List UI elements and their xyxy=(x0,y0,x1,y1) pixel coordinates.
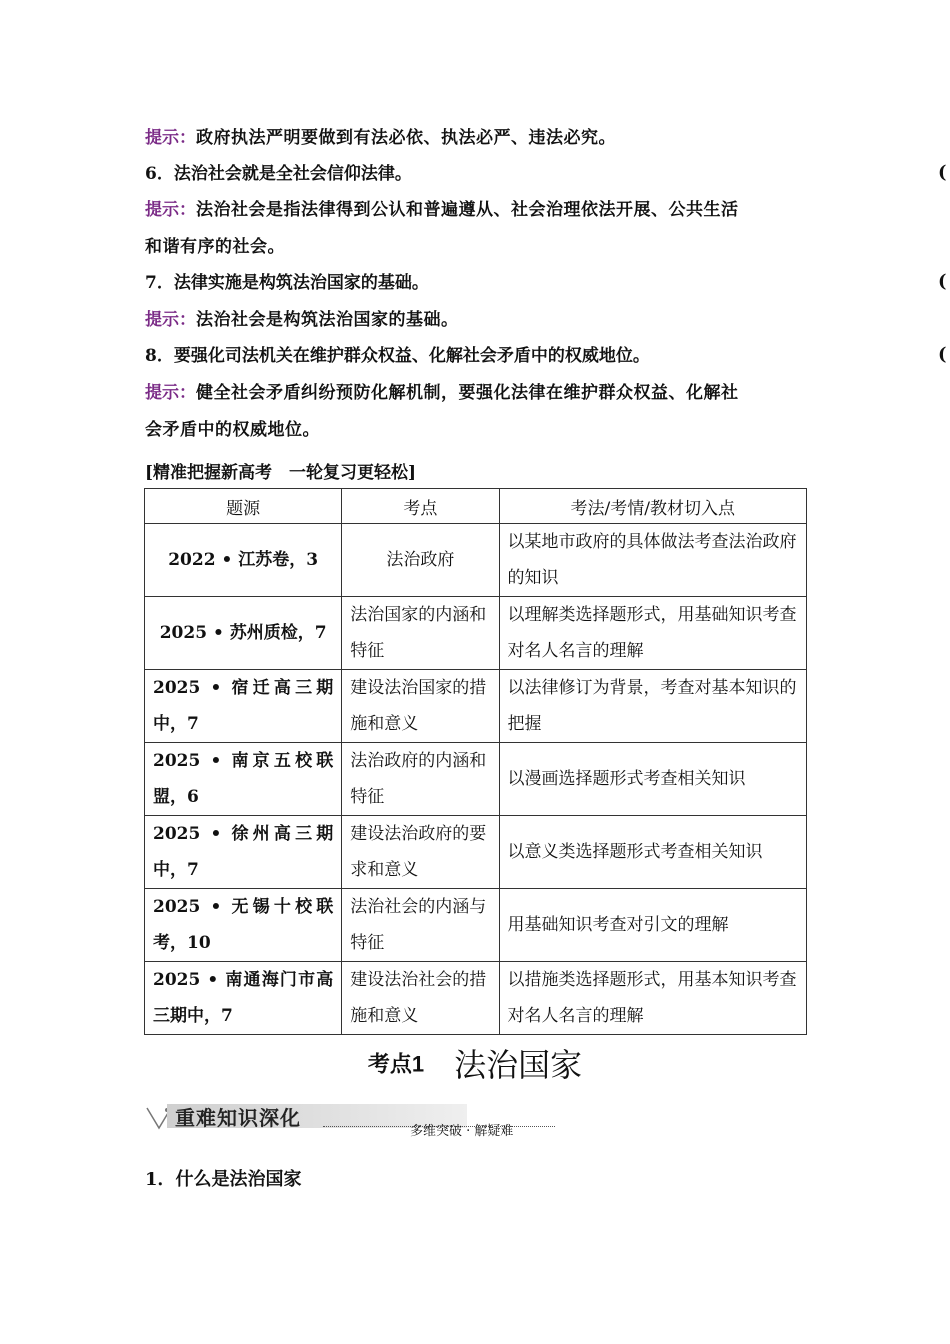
hint-label: 提示： xyxy=(145,200,196,220)
hint-8-continued: 会矛盾中的权威地位。 xyxy=(145,420,320,440)
hint-text: 健全社会矛盾纠纷预防化解机制，要强化法律在维护群众权益、化解社 xyxy=(196,383,739,403)
cell-source: 2025 • 南通海门市高三期中，7 xyxy=(145,962,342,1035)
hint-label: 提示： xyxy=(145,310,196,330)
cell-point: 法治社会的内涵与特征 xyxy=(342,889,499,962)
cell-source: 2025 • 徐州高三期中，7 xyxy=(145,816,342,889)
cell-approach: 用基础知识考查对引文的理解 xyxy=(499,889,806,962)
cell-approach: 以法律修订为背景，考查对基本知识的把握 xyxy=(499,670,806,743)
table-row xyxy=(145,816,807,889)
question-1: 1．什么是法治国家 xyxy=(145,1169,302,1190)
table-row xyxy=(145,524,807,597)
knowledge-subtitle: 多维突破 · 解疑难 xyxy=(410,1124,514,1139)
section-title xyxy=(0,1040,950,1086)
statement-8: 8．要强化司法机关在维护群众权益、化解社会矛盾中的权威地位。 xyxy=(145,346,650,366)
hint-5 xyxy=(145,128,616,148)
cell-point: 法治政府的内涵和特征 xyxy=(342,743,499,816)
hint-label: 提示： xyxy=(145,383,196,403)
table-row xyxy=(145,670,807,743)
cell-source: 2025 • 宿迁高三期中，7 xyxy=(145,670,342,743)
hint-text: 法治社会是构筑法治国家的基础。 xyxy=(196,310,459,330)
cell-point: 建设法治国家的措施和意义 xyxy=(342,670,499,743)
table-row xyxy=(145,743,807,816)
section-name: 法治国家 xyxy=(454,1046,583,1084)
answer-paren-7: ( xyxy=(938,271,947,292)
knowledge-header xyxy=(145,1100,565,1140)
answer-paren-6: ( xyxy=(938,162,947,183)
hint-label: 提示： xyxy=(145,128,196,148)
answer-paren-8: ( xyxy=(938,344,947,365)
cell-approach: 以某地市政府的具体做法考查法治政府的知识 xyxy=(499,524,806,597)
knowledge-title: 重难知识深化 xyxy=(175,1106,301,1130)
hint-text: 政府执法严明要做到有法必依、执法必严、违法必究。 xyxy=(196,128,616,148)
cell-source: 2025 • 南京五校联盟，6 xyxy=(145,743,342,816)
statement-6: 6．法治社会就是全社会信仰法律。 xyxy=(145,164,412,184)
cell-approach: 以理解类选择题形式，用基础知识考查对名人名言的理解 xyxy=(499,597,806,670)
table-header-row xyxy=(145,489,807,524)
table-row xyxy=(145,597,807,670)
hint-6-continued: 和谐有序的社会。 xyxy=(145,237,285,257)
header-approach: 考法/考情/教材切入点 xyxy=(499,489,806,524)
statement-7: 7．法律实施是构筑法治国家的基础。 xyxy=(145,273,429,293)
exam-banner: [精准把握新高考 一轮复习更轻松] xyxy=(145,463,417,483)
cell-point: 建设法治政府的要求和意义 xyxy=(342,816,499,889)
cell-source: 2022 • 江苏卷，3 xyxy=(145,524,342,597)
cell-point: 法治政府 xyxy=(342,524,499,597)
hint-text: 法治社会是指法律得到公认和普遍遵从、社会治理依法开展、公共生活 xyxy=(196,200,739,220)
header-point: 考点 xyxy=(342,489,499,524)
cell-approach: 以措施类选择题形式，用基本知识考查对名人名言的理解 xyxy=(499,962,806,1035)
hint-8 xyxy=(145,383,739,403)
cell-source: 2025 • 苏州质检，7 xyxy=(145,597,342,670)
table-row xyxy=(145,889,807,962)
hint-7 xyxy=(145,310,459,330)
cell-point: 建设法治社会的措施和意义 xyxy=(342,962,499,1035)
cell-source: 2025 • 无锡十校联考，10 xyxy=(145,889,342,962)
exam-source-table xyxy=(144,488,807,1035)
cell-approach: 以漫画选择题形式考查相关知识 xyxy=(499,743,806,816)
cell-approach: 以意义类选择题形式考查相关知识 xyxy=(499,816,806,889)
table-row xyxy=(145,962,807,1035)
cell-point: 法治国家的内涵和特征 xyxy=(342,597,499,670)
section-number: 考点1 xyxy=(367,1051,425,1077)
header-source: 题源 xyxy=(145,489,342,524)
hint-6 xyxy=(145,200,739,220)
